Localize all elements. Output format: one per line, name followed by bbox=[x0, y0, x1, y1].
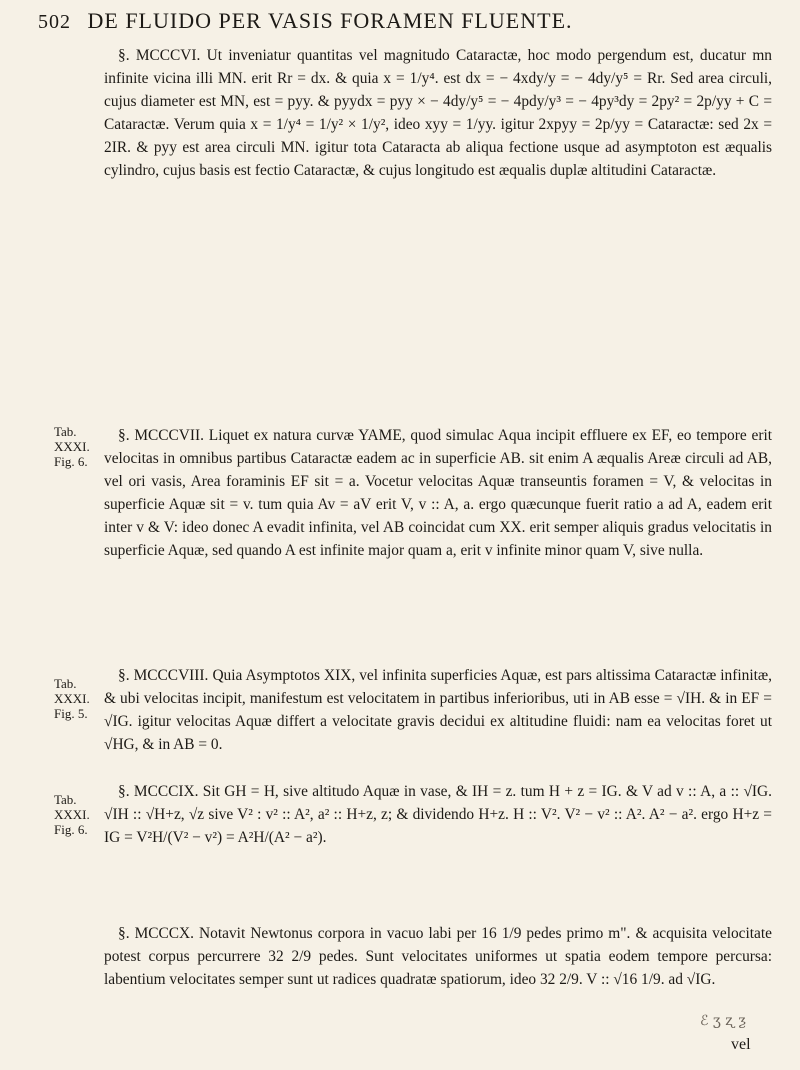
margin-note-line: XXXI. bbox=[54, 439, 90, 454]
margin-note-line: XXXI. bbox=[54, 807, 90, 822]
running-title: DE FLUIDO PER VASIS FORAMEN FLUENTE. bbox=[87, 8, 573, 33]
margin-note-tab-xxxi-fig-6-b bbox=[54, 792, 94, 837]
margin-note-line: Fig. 6. bbox=[54, 454, 88, 469]
catchword: vel bbox=[731, 1036, 751, 1053]
body-text bbox=[104, 780, 772, 849]
paragraph-mcccviii: §. MCCCVIII. Quia Asymptotos XIX, vel infinita superficies Aquæ, est pars altissima Cataractæ infinitæ, & ubi velocitas incipit, manifestum est velocitatem in partibus inferioribus, uti in AB esse = √IH. & in EF = √IG. igitur velocitas Aquæ differt a velocitate gravis decidui ex altitudine fluidi: nam ea velocitas foret ut √HG, & in AB = 0. bbox=[104, 667, 772, 753]
margin-note-line: Fig. 5. bbox=[54, 706, 88, 721]
margin-note-line: Tab. bbox=[54, 424, 77, 439]
body-text bbox=[104, 424, 772, 562]
margin-note-line: Tab. bbox=[54, 792, 77, 807]
signature-mark-text: ℰ ʒ ʐ ƺ bbox=[700, 1013, 746, 1029]
paragraph-mcccix: §. MCCCIX. Sit GH = H, sive altitudo Aquæ in vase, & IH = z. tum H + z = IG. & V ad v :: A, a :: √IG. √IH :: √H+z, √z sive V² : v² :: A², a² :: H+z, z; & dividendo H+z. H :: V². V² − v² :: A². A² − a². ergo H+z = IG = V²H/(V² − v²) = A²H/(A² − a²). bbox=[104, 783, 772, 846]
margin-note-tab-xxxi-fig-6 bbox=[54, 424, 94, 469]
margin-note-line: XXXI. bbox=[54, 691, 90, 706]
running-header bbox=[38, 8, 778, 38]
body-text bbox=[104, 44, 772, 182]
body-text bbox=[104, 664, 772, 756]
paragraph-mcccx: §. MCCCX. Notavit Newtonus corpora in vacuo labi per 16 1/9 pedes primo m". & acquisita velocitate potest corpus percurrere 32 2/9 pedes. Sunt velocitates uniformes ut spatia eodem tempore percursa: labentium velocitates semper sunt ut radices quadratæ spatiorum, ideo 32 2/9. V :: √16 1/9. ad √IG. bbox=[104, 925, 772, 988]
page-number: 502 bbox=[38, 11, 71, 33]
signature-mark bbox=[700, 1010, 760, 1040]
margin-note-line: Fig. 6. bbox=[54, 822, 88, 837]
margin-note-line: Tab. bbox=[54, 676, 77, 691]
paragraph-mcccvii: §. MCCCVII. Liquet ex natura curvæ YAME, quod simulac Aqua incipit effluere ex EF, eo tempore erit velocitas in omnibus partibus Cataractæ eadem ac in superficie AB. sit enim A æqualis Areæ circuli ad AB, vel ori vasis, Area foraminis EF sit = a. Vocetur velocitas Aquæ transeuntis foramen = V, & velocitas in superficie Aquæ sit = v. tum quia Av = aV erit V, v :: A, a. ergo quæcunque fuerit ratio a ad A, eadem erit inter v & V: ideo donec A evadit infinita, vel AB coincidat cum XX. erit semper aliquis gradus velocitatis in superficie Aquæ, sed quando A est infinite major quam a, erit v infinite minor quam V, sive nulla. bbox=[104, 427, 772, 559]
margin-note-tab-xxxi-fig-5 bbox=[54, 676, 94, 721]
body-text bbox=[104, 922, 772, 991]
paragraph-mcccvi: §. MCCCVI. Ut inveniatur quantitas vel magnitudo Cataractæ, hoc modo pergendum est, ducatur mn infinite vicina illi MN. erit Rr = dx. & quia x = 1/y⁴. est dx = − 4xdy/y = − 4dy/y⁵ = Rr. Sed area circuli, cujus diameter est MN, est = pyy. & pyydx = pyy × − 4dy/y⁵ = − 4pdy/y³ = − 4py³dy = 2py² = 2p/yy + C = Cataractæ. Verum quia x = 1/y⁴ = 1/y² × 1/y², ideo xyy = 1/yy. igitur 2xpyy = 2p/yy = Cataractæ: sed 2x = 2IR. & pyy est area circuli MN. igitur tota Cataracta ab aliqua fectione usque ad asymptoton est æqualis cylindro, cujus basis est fectio Cataractæ, & cujus longitudo est æqualis duplæ altitudini Cataractæ. bbox=[104, 47, 772, 179]
